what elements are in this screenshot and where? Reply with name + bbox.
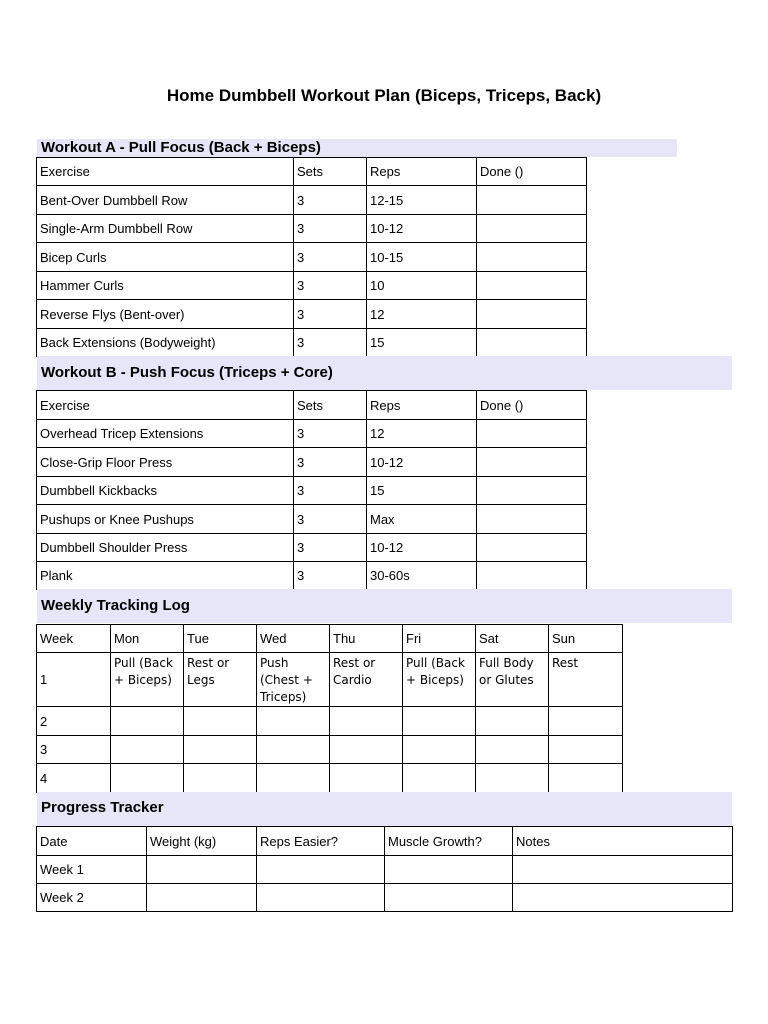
sets-cell: 3 — [294, 448, 367, 477]
exercise-cell: Bent-Over Dumbbell Row — [37, 186, 294, 215]
sets-cell: 3 — [294, 243, 367, 272]
column-header: Thu — [330, 625, 403, 653]
done-cell[interactable] — [477, 329, 587, 357]
column-header: Reps — [367, 391, 477, 420]
exercise-cell: Back Extensions (Bodyweight) — [37, 329, 294, 357]
column-header: Done () — [477, 158, 587, 186]
column-header: Done () — [477, 391, 587, 420]
day-cell[interactable] — [257, 707, 330, 736]
column-header: Reps Easier? — [257, 827, 385, 856]
date-cell: Week 2 — [37, 884, 147, 912]
table-row — [37, 764, 623, 793]
done-cell[interactable] — [477, 420, 587, 448]
day-cell[interactable] — [184, 764, 257, 793]
sets-cell: 3 — [294, 186, 367, 215]
progress-heading: Progress Tracker — [37, 792, 732, 826]
table-row — [37, 856, 733, 884]
table-header-row — [37, 391, 587, 420]
table-row — [37, 884, 733, 912]
day-plan-cell: Rest or Cardio — [330, 653, 403, 707]
day-cell[interactable] — [476, 764, 549, 793]
done-cell[interactable] — [477, 186, 587, 215]
exercise-cell: Close-Grip Floor Press — [37, 448, 294, 477]
day-cell[interactable] — [476, 736, 549, 764]
table-row — [37, 215, 587, 243]
exercise-cell: Dumbbell Shoulder Press — [37, 534, 294, 562]
day-plan-cell: Rest or Legs — [184, 653, 257, 707]
column-header: Tue — [184, 625, 257, 653]
table-row — [37, 534, 587, 562]
table-row — [37, 272, 587, 300]
exercise-cell: Overhead Tricep Extensions — [37, 420, 294, 448]
weekly-log-table — [36, 624, 623, 793]
exercise-cell: Bicep Curls — [37, 243, 294, 272]
page-title: Home Dumbbell Workout Plan (Biceps, Triceps, Back) — [166, 86, 602, 105]
day-cell[interactable] — [549, 764, 623, 793]
workout-b-heading: Workout B - Push Focus (Triceps + Core) — [37, 356, 732, 390]
sets-cell: 3 — [294, 505, 367, 534]
column-header: Mon — [111, 625, 184, 653]
sets-cell: 3 — [294, 562, 367, 590]
done-cell[interactable] — [477, 448, 587, 477]
table-row — [37, 736, 623, 764]
day-cell[interactable] — [184, 736, 257, 764]
column-header: Sun — [549, 625, 623, 653]
day-cell[interactable] — [403, 736, 476, 764]
column-header: Exercise — [37, 391, 294, 420]
notes-cell[interactable] — [513, 884, 733, 912]
muscle-growth-cell[interactable] — [385, 856, 513, 884]
table-row — [37, 243, 587, 272]
done-cell[interactable] — [477, 215, 587, 243]
done-cell[interactable] — [477, 300, 587, 329]
table-header-row — [37, 158, 587, 186]
day-plan-cell: Pull (Back + Biceps) — [111, 653, 184, 707]
table-row — [37, 707, 623, 736]
day-plan-cell: Full Body or Glutes — [476, 653, 549, 707]
column-header: Sets — [294, 158, 367, 186]
table-header-row — [37, 827, 733, 856]
exercise-cell: Dumbbell Kickbacks — [37, 477, 294, 505]
column-header: Reps — [367, 158, 477, 186]
column-header: Date — [37, 827, 147, 856]
exercise-cell: Hammer Curls — [37, 272, 294, 300]
done-cell[interactable] — [477, 477, 587, 505]
done-cell[interactable] — [477, 243, 587, 272]
day-plan-cell: Rest — [549, 653, 623, 707]
sets-cell: 3 — [294, 534, 367, 562]
table-row — [37, 653, 623, 707]
day-cell[interactable] — [257, 764, 330, 793]
reps-cell: 10 — [367, 272, 477, 300]
reps-cell: 10-15 — [367, 243, 477, 272]
sets-cell: 3 — [294, 300, 367, 329]
exercise-cell: Plank — [37, 562, 294, 590]
reps-cell: Max — [367, 505, 477, 534]
sets-cell: 3 — [294, 272, 367, 300]
table-row — [37, 505, 587, 534]
weekly-log-heading: Weekly Tracking Log — [37, 589, 732, 623]
day-cell[interactable] — [549, 736, 623, 764]
table-row — [37, 420, 587, 448]
sets-cell: 3 — [294, 477, 367, 505]
day-cell[interactable] — [111, 764, 184, 793]
column-header: Fri — [403, 625, 476, 653]
day-cell[interactable] — [330, 707, 403, 736]
done-cell[interactable] — [477, 562, 587, 590]
table-row — [37, 477, 587, 505]
table-row — [37, 448, 587, 477]
done-cell[interactable] — [477, 272, 587, 300]
notes-cell[interactable] — [513, 856, 733, 884]
done-cell[interactable] — [477, 534, 587, 562]
column-header: Muscle Growth? — [385, 827, 513, 856]
column-header: Exercise — [37, 158, 294, 186]
column-header: Sat — [476, 625, 549, 653]
workout-a-heading: Workout A - Pull Focus (Back + Biceps) — [37, 139, 677, 157]
week-number-cell: 1 — [37, 653, 111, 707]
exercise-cell: Pushups or Knee Pushups — [37, 505, 294, 534]
column-header: Sets — [294, 391, 367, 420]
reps-cell: 10-12 — [367, 448, 477, 477]
table-header-row — [37, 625, 623, 653]
table-row — [37, 186, 587, 215]
workout-b-table — [36, 390, 587, 590]
reps-cell: 15 — [367, 329, 477, 357]
day-cell[interactable] — [549, 707, 623, 736]
day-cell[interactable] — [111, 736, 184, 764]
table-row — [37, 300, 587, 329]
day-cell[interactable] — [476, 707, 549, 736]
week-number-cell: 3 — [37, 736, 111, 764]
day-cell[interactable] — [330, 736, 403, 764]
reps-cell: 12-15 — [367, 186, 477, 215]
day-cell[interactable] — [330, 764, 403, 793]
column-header: Wed — [257, 625, 330, 653]
sets-cell: 3 — [294, 215, 367, 243]
day-cell[interactable] — [184, 707, 257, 736]
column-header: Notes — [513, 827, 733, 856]
exercise-cell: Single-Arm Dumbbell Row — [37, 215, 294, 243]
reps-cell: 15 — [367, 477, 477, 505]
workout-a-table — [36, 157, 587, 357]
reps-easier-cell[interactable] — [257, 884, 385, 912]
date-cell: Week 1 — [37, 856, 147, 884]
column-header: Weight (kg) — [147, 827, 257, 856]
week-number-cell: 4 — [37, 764, 111, 793]
table-row — [37, 329, 587, 357]
reps-cell: 30-60s — [367, 562, 477, 590]
table-row — [37, 562, 587, 590]
exercise-cell: Reverse Flys (Bent-over) — [37, 300, 294, 329]
sets-cell: 3 — [294, 420, 367, 448]
reps-cell: 10-12 — [367, 215, 477, 243]
reps-cell: 12 — [367, 300, 477, 329]
weight-cell[interactable] — [147, 856, 257, 884]
weight-cell[interactable] — [147, 884, 257, 912]
progress-table — [36, 826, 733, 912]
muscle-growth-cell[interactable] — [385, 884, 513, 912]
sets-cell: 3 — [294, 329, 367, 357]
day-cell[interactable] — [403, 764, 476, 793]
day-plan-cell: Pull (Back + Biceps) — [403, 653, 476, 707]
day-cell[interactable] — [403, 707, 476, 736]
day-cell[interactable] — [111, 707, 184, 736]
day-plan-cell: Push (Chest + Triceps) — [257, 653, 330, 707]
done-cell[interactable] — [477, 505, 587, 534]
reps-easier-cell[interactable] — [257, 856, 385, 884]
column-header: Week — [37, 625, 111, 653]
day-cell[interactable] — [257, 736, 330, 764]
reps-cell: 10-12 — [367, 534, 477, 562]
week-number-cell: 2 — [37, 707, 111, 736]
reps-cell: 12 — [367, 420, 477, 448]
